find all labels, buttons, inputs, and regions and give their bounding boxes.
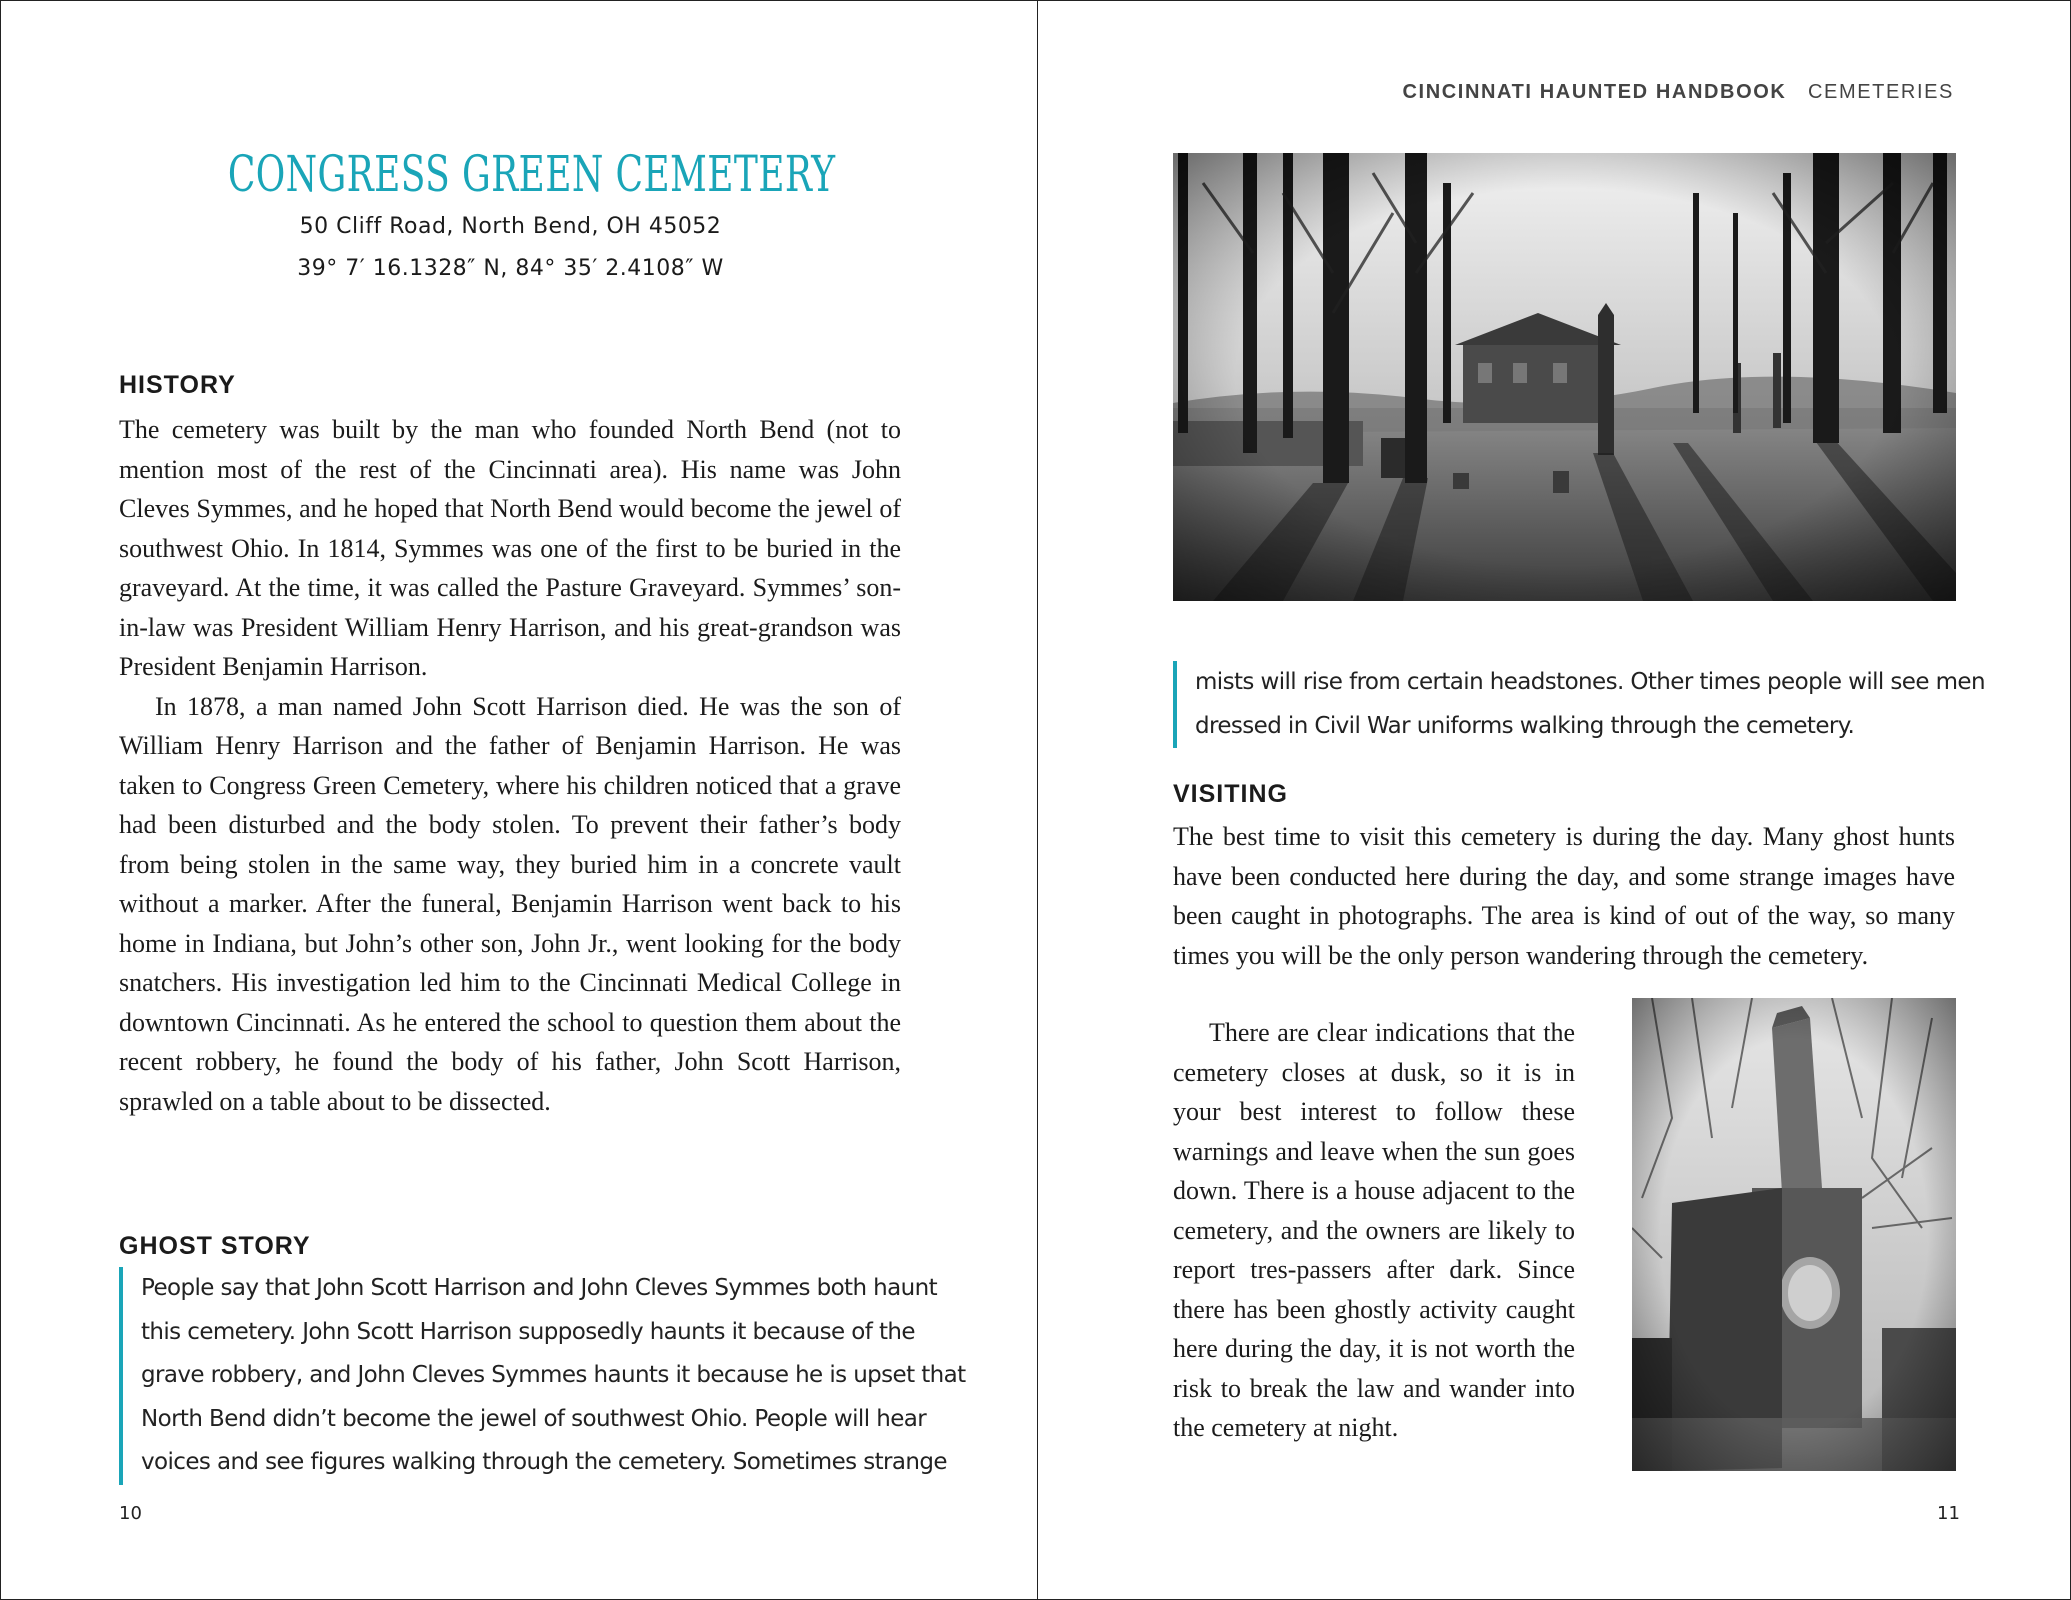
ghost-story-callout (119, 1267, 966, 1485)
callout-line: this cemetery. John Scott Harrison supposedly haunts it because of the (141, 1318, 915, 1345)
visiting-paragraph-2-text: There are clear indications that the cemetery closes at dusk, so it is in your best interest to follow these warnings and leave when the sun goes down. There is a house adjacent to the cemetery, and the owners are likely to report tres-passers after dark. Since there has been ghostly activity caught here during the day, it is not worth the risk to break the law and wander into the cemetery at night. (1173, 1018, 1575, 1442)
page-number: 11 (1937, 1503, 1960, 1524)
history-heading: HISTORY (119, 371, 236, 399)
running-head-title: CINCINNATI HAUNTED HANDBOOK (1402, 81, 1787, 103)
cemetery-landscape-photo (1173, 153, 1956, 601)
history-text (119, 410, 901, 1121)
running-head (1403, 81, 1954, 104)
running-head-section: CEMETERIES (1807, 81, 1954, 103)
ghost-story-callout-continued (1173, 661, 1985, 748)
gps-coordinates: 39° 7′ 16.1328″ N, 84° 35′ 2.4108″ W (297, 256, 724, 281)
entry-header (118, 143, 903, 291)
history-paragraph: The cemetery was built by the man who founded North Bend (not to mention most of the rest of the Cincinnati area). His name was John Cleves Symmes, and he hoped that North Bend would become the jewel of southwest Ohio. In 1814, Symmes was one of the first to be buried in the graveyard. At the time, it was called the Pasture Graveyard. Symmes’ son-in-law was President William Henry Harrison, and his great-grandson was President Benjamin Harrison. (119, 415, 901, 681)
headstone-photo (1632, 998, 1956, 1471)
page-number: 10 (119, 1503, 142, 1524)
callout-line: mists will rise from certain headstones. Other times people will see men (1195, 669, 1985, 695)
cemetery-landscape-image (1173, 153, 1956, 601)
right-page (1038, 1, 2070, 1599)
callout-line: voices and see figures walking through the cemetery. Sometimes strange (141, 1449, 947, 1475)
page-title: CONGRESS GREEN CEMETERY (227, 145, 836, 203)
address: 50 Cliff Road, North Bend, OH 45052 (299, 214, 722, 239)
history-paragraph: In 1878, a man named John Scott Harrison died. He was the son of William Henry Harrison and the father of Benjamin Harrison. He was taken to Congress Green Cemetery, where his children noticed that a grave had been disturbed and the body stolen. To prevent their father’s body from being stolen in the same way, they buried him in a concrete vault without a marker. After the funeral, Benjamin Harrison went back to his home in Indiana, but John’s other son, John Jr., went looking for the body snatchers. His investigation led him to the Cincinnati Medical College in downtown Cincinnati. As he entered the school to question them about the recent robbery, he found the body of his father, John Scott Harrison, sprawled on a table about to be dissected. (119, 691, 901, 1116)
visiting-paragraph-2 (1173, 1013, 1575, 1448)
visiting-heading: VISITING (1173, 780, 1288, 808)
visiting-paragraph-1: The best time to visit this cemetery is during the day. Many ghost hunts have been conducted here during the day, and some strange images have been caught in photographs. The area is kind of out of the way, so many times you will be the only person wandering through the cemetery. (1173, 822, 1955, 970)
callout-line: North Bend didn’t become the jewel of southwest Ohio. People will hear (141, 1405, 927, 1432)
callout-line: People say that John Scott Harrison and John Cleves Symmes both haunt (141, 1275, 938, 1301)
callout-line: grave robbery, and John Cleves Symmes haunts it because he is upset that (141, 1362, 966, 1388)
headstone-image (1632, 998, 1956, 1471)
ghost-story-heading: GHOST STORY (119, 1232, 311, 1260)
callout-line: dressed in Civil War uniforms walking through the cemetery. (1195, 712, 1855, 739)
left-page (1, 1, 1037, 1599)
